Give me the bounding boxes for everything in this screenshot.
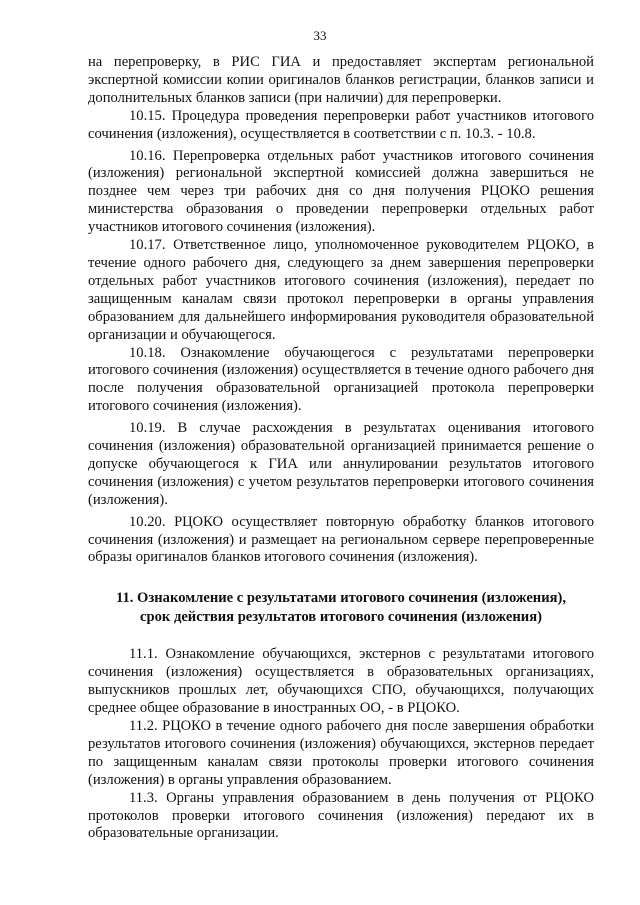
section-11-heading-line2: срок действия результатов итогового сочинения (изложения) bbox=[140, 608, 542, 625]
document-body bbox=[88, 54, 594, 843]
section-11-heading bbox=[88, 589, 594, 626]
paragraph-10-19: 10.19. В случае расхождения в результатах оценивания итогового сочинения (изложения) образовательной организацией принимается решение о допуске обучающегося к ГИА или аннулировании результатов итогового сочинения (изложения) с учетом результатов перепроверки итогового сочинения (изложения). bbox=[88, 420, 594, 508]
paragraph-10-18: 10.18. Ознакомление обучающегося с результатами перепроверки итогового сочинения (изложения) осуществляется в течение одного рабочего дня после получения образовательной организацией протокола перепроверки итогового сочинения (изложения). bbox=[88, 344, 594, 415]
paragraph-10-20: 10.20. РЦОКО осуществляет повторную обработку бланков итогового сочинения (изложения) и размещает на региональном сервере перепроверенные образы оригиналов бланков итогового сочинения (изложения). bbox=[88, 513, 594, 566]
paragraph-10-16: 10.16. Перепроверка отдельных работ участников итогового сочинения (изложения) региональной экспертной комиссией должна завершиться не позднее чем через три рабочих дня со дня получения РЦОКО решения министерства образования о проведении перепроверки отдельных работ участников итогового сочинения (изложения). bbox=[88, 147, 594, 236]
paragraph-11-1: 11.1. Ознакомление обучающихся, экстернов с результатами итогового сочинения (изложения) осуществляется в образовательных организациях, выпускников прошлых лет, обучающихся СПО, обучающихся, получающих среднее общее образование в иностранных ОО, - в РЦОКО. bbox=[88, 646, 594, 717]
section-11-heading-line1: 11. Ознакомление с результатами итогового сочинения (изложения), bbox=[115, 590, 567, 607]
page-number: 33 bbox=[313, 28, 327, 43]
paragraph-10-17: 10.17. Ответственное лицо, уполномоченное руководителем РЦОКО, в течение одного рабочего дня, следующего за днем завершения перепроверки отдельных работ участников итогового сочинения (изложения), передает по защищенным каналам связи протокол перепроверки в органы управления образованием для дальнейшего информирования руководителя образовательной организации и обучающегося. bbox=[88, 237, 594, 343]
paragraph-10-15: 10.15. Процедура проведения перепроверки работ участников итогового сочинения (изложения), осуществляется в соответствии с п. 10.3. - 10.8. bbox=[88, 107, 594, 142]
paragraph-continuation: на перепроверку, в РИС ГИА и предоставляет экспертам региональной экспертной комиссии копии оригиналов бланков регистрации, бланков записи и дополнительных бланков записи (при наличии) для перепроверки. bbox=[88, 54, 594, 106]
paragraph-11-3: 11.3. Органы управления образованием в день получения от РЦОКО протоколов проверки итогового сочинения (изложения) передают их в образовательные организации. bbox=[88, 789, 594, 842]
paragraph-11-2: 11.2. РЦОКО в течение одного рабочего дня после завершения обработки результатов итогового сочинения (изложения) обучающихся, экстернов передает по защищенным каналам связи протоколы проверки итогового сочинения (изложения) в органы управления образованием. bbox=[88, 718, 594, 788]
